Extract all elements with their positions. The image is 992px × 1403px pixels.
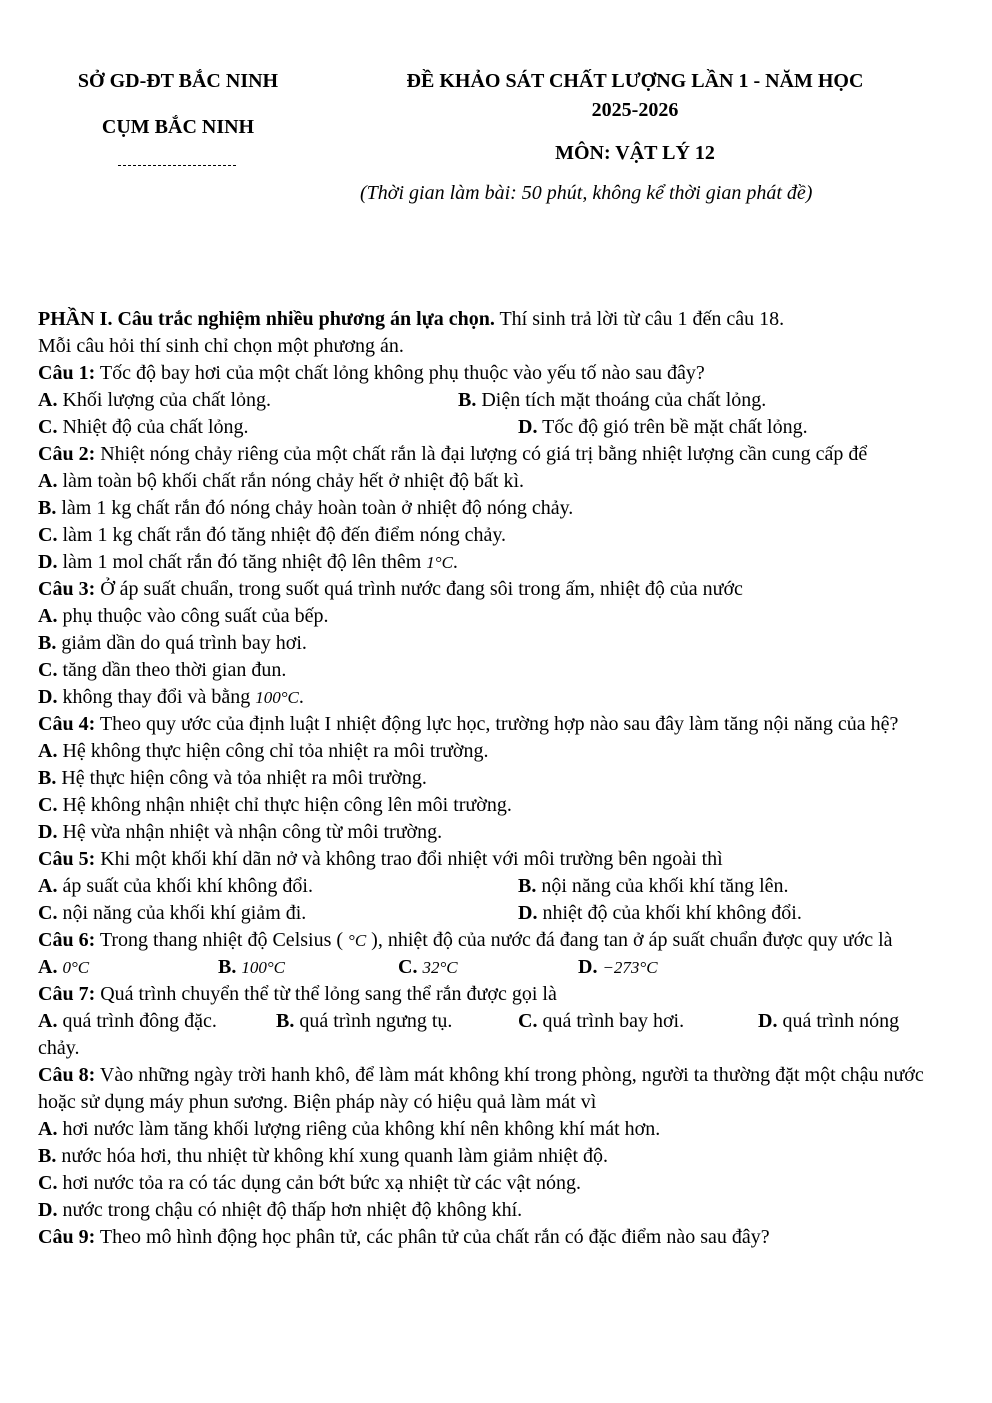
question-label: Câu 9: [38, 1226, 96, 1248]
option-row [38, 873, 953, 900]
option-d[interactable]: D. −273°C [578, 956, 658, 978]
option-d[interactable]: D. Tốc độ gió trên bề mặt chất lỏng. [518, 416, 808, 438]
question-label: Câu 6: [38, 929, 96, 951]
option-row [38, 387, 953, 414]
option-b[interactable]: B. quá trình ngưng tụ. [276, 1010, 453, 1032]
option-a[interactable]: A. phụ thuộc vào công suất của bếp. [38, 605, 329, 627]
option-b[interactable]: B. nội năng của khối khí tăng lên. [518, 875, 789, 897]
question-label: Câu 1: [38, 362, 96, 384]
question-label: Câu 8: [38, 1064, 96, 1086]
option-b[interactable]: B. làm 1 kg chất rắn đó nóng chảy hoàn toàn ở nhiệt độ nóng chảy. [38, 497, 574, 519]
question-3 [38, 576, 953, 603]
question-label: Câu 4: [38, 713, 96, 735]
option-a[interactable]: A. Khối lượng của chất lỏng. [38, 389, 272, 411]
question-8 [38, 1062, 953, 1116]
time-note: (Thời gian làm bài: 50 phút, không kể thời gian phát đề) [360, 182, 813, 204]
question-text: Theo quy ước của định luật I nhiệt động lực học, trường hợp nào sau đây làm tăng nội năng của hệ? [95, 713, 899, 735]
option-d[interactable]: D. nước trong chậu có nhiệt độ thấp hơn nhiệt độ không khí. [38, 1199, 523, 1221]
part1-instruction-2: Mỗi câu hỏi thí sinh chỉ chọn một phương án. [38, 335, 404, 357]
question-4 [38, 711, 953, 738]
question-text: Vào những ngày trời hanh khô, để làm mát không khí trong phòng, người ta thường đặt một chậu nước hoặc sử dụng máy phun sương. Biện pháp này có hiệu quả làm mát vì [38, 1064, 924, 1113]
option-row [38, 954, 953, 981]
option-c[interactable]: C. Hệ không nhận nhiệt chỉ thực hiện công lên môi trường. [38, 794, 512, 816]
question-5 [38, 846, 953, 873]
option-a[interactable]: A. làm toàn bộ khối chất rắn nóng chảy hết ở nhiệt độ bất kì. [38, 470, 525, 492]
option-d[interactable]: D. làm 1 mol chất rắn đó tăng nhiệt độ lên thêm 1°C. [38, 551, 458, 573]
option-d[interactable]: D. Hệ vừa nhận nhiệt và nhận công từ môi trường. [38, 821, 443, 843]
option-b[interactable]: B. nước hóa hơi, thu nhiệt từ không khí xung quanh làm giảm nhiệt độ. [38, 1145, 608, 1167]
question-text: Nhiệt nóng chảy riêng của một chất rắn là đại lượng có giá trị bằng nhiệt lượng cần cung cấp để [95, 443, 868, 465]
option-a[interactable]: A. 0°C [38, 956, 90, 978]
option-row [38, 1008, 953, 1035]
option-b[interactable]: B. Hệ thực hiện công và tỏa nhiệt ra môi trường. [38, 767, 427, 789]
exam-title: ĐỀ KHẢO SÁT CHẤT LƯỢNG LẦN 1 - NĂM HỌC [406, 70, 864, 92]
option-d[interactable]: D. nhiệt độ của khối khí không đổi. [518, 902, 802, 924]
option-d[interactable]: D. quá trình nóng [758, 1010, 900, 1032]
exam-content [38, 306, 953, 1251]
option-row [38, 414, 953, 441]
option-b[interactable]: B. giảm dần do quá trình bay hơi. [38, 632, 307, 654]
question-text: Quá trình chuyển thể từ thể lỏng sang thể rắn được gọi là [95, 983, 557, 1005]
option-row [38, 900, 953, 927]
part1-instruction: Thí sinh trả lời từ câu 1 đến câu 18. [494, 308, 785, 330]
option-a[interactable]: A. Hệ không thực hiện công chỉ tỏa nhiệt ra môi trường. [38, 740, 489, 762]
question-9 [38, 1224, 953, 1251]
question-text: Tốc độ bay hơi của một chất lỏng không phụ thuộc vào yếu tố nào sau đây? [95, 362, 705, 384]
option-c[interactable]: C. Nhiệt độ của chất lỏng. [38, 416, 249, 438]
option-d[interactable]: D. không thay đổi và bằng 100°C. [38, 686, 304, 708]
option-c[interactable]: C. tăng dần theo thời gian đun. [38, 659, 287, 681]
department-name: SỞ GD-ĐT BẮC NINH [77, 70, 279, 92]
question-text: Theo mô hình động học phân tử, các phân tử của chất rắn có đặc điểm nào sau đây? [95, 1226, 770, 1248]
question-2 [38, 441, 953, 468]
option-b[interactable]: B. Diện tích mặt thoáng của chất lỏng. [458, 389, 767, 411]
option-c[interactable]: C. hơi nước tỏa ra có tác dụng cản bớt bức xạ nhiệt từ các vật nóng. [38, 1172, 581, 1194]
cluster-name: CỤM BẮC NINH [101, 116, 255, 138]
part1-heading [38, 306, 953, 333]
question-label: Câu 2: [38, 443, 96, 465]
option-d-continuation: chảy. [38, 1037, 80, 1059]
question-1 [38, 360, 953, 387]
question-text: Ở áp suất chuẩn, trong suốt quá trình nước đang sôi trong ấm, nhiệt độ của nước [95, 578, 743, 600]
option-a[interactable]: A. hơi nước làm tăng khối lượng riêng của không khí nên không khí mát hơn. [38, 1118, 661, 1140]
option-c[interactable]: C. làm 1 kg chất rắn đó tăng nhiệt độ đến điểm nóng chảy. [38, 524, 507, 546]
question-text: Khi một khối khí dãn nở và không trao đổi nhiệt với môi trường bên ngoài thì [95, 848, 723, 870]
option-a[interactable]: A. áp suất của khối khí không đổi. [38, 875, 313, 897]
option-c[interactable]: C. nội năng của khối khí giảm đi. [38, 902, 307, 924]
question-label: Câu 7: [38, 983, 96, 1005]
header-divider [118, 165, 236, 166]
subject-title: MÔN: VẬT LÝ 12 [555, 142, 715, 164]
school-year: 2025-2026 [591, 99, 679, 121]
option-a[interactable]: A. quá trình đông đặc. [38, 1010, 217, 1032]
question-label: Câu 3: [38, 578, 96, 600]
question-7 [38, 981, 953, 1008]
question-6: Câu 6: Trong thang nhiệt độ Celsius ( °C ), nhiệt độ của nước đá đang tan ở áp suất chuẩn được quy ước là [38, 929, 893, 951]
option-c[interactable]: C. 32°C [398, 956, 458, 978]
part1-title: PHẦN I. Câu trắc nghiệm nhiều phương án lựa chọn. [38, 308, 495, 330]
option-b[interactable]: B. 100°C [218, 956, 285, 978]
option-c[interactable]: C. quá trình bay hơi. [518, 1010, 685, 1032]
question-label: Câu 5: [38, 848, 96, 870]
